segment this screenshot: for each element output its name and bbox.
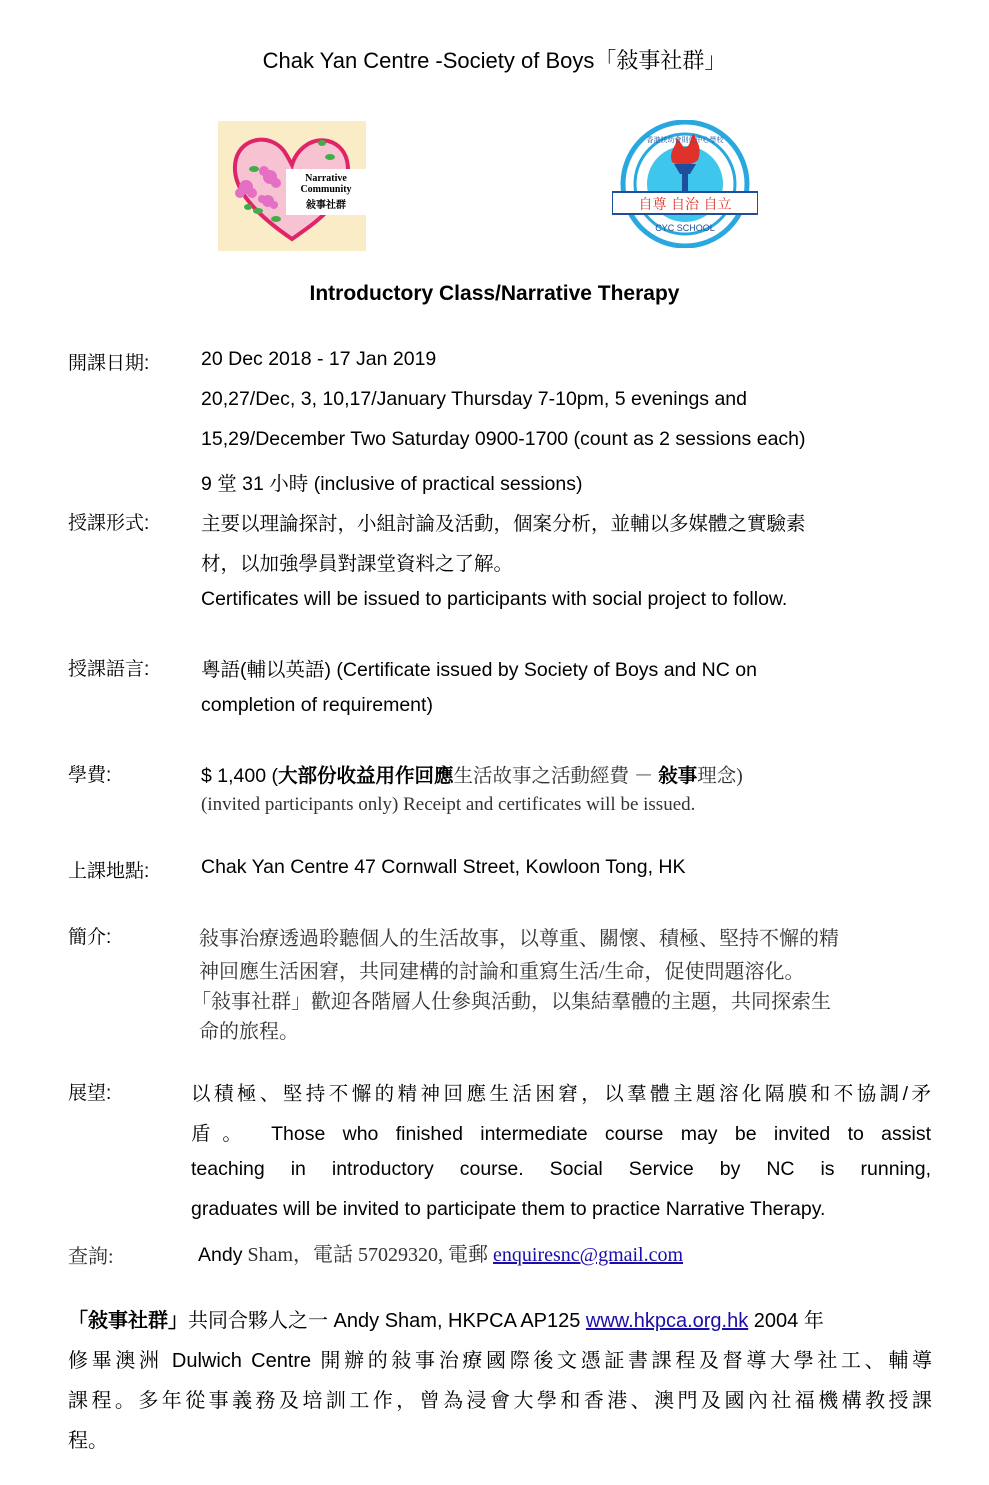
bio-line (68, 1304, 824, 1333)
fee-purpose-end: 理念) (697, 766, 743, 787)
format-line: Certificates will be issued to participants with social project to follow. (201, 588, 788, 610)
intro-line: 命的旅程。 (199, 1021, 299, 1043)
language-line: completion of requirement) (201, 694, 433, 716)
dates-line: 9 堂 31 小時 (inclusive of practical sessions) (201, 473, 583, 495)
venue-label: 上課地點: (68, 861, 150, 882)
heart-logo-icon (218, 121, 366, 251)
bio-line: 課程。多年從事義務及培訓工作，曾為浸會大學和香港、澳門及國內社福機構教授課 (68, 1390, 932, 1412)
outlook-line: 盾。 Those who finished intermediate course may be invited to assist (191, 1123, 931, 1145)
bio-year: 2004 年 (748, 1310, 824, 1332)
fee-label: 學費: (68, 765, 112, 786)
logo-text-community: Community (300, 184, 352, 195)
bio-line: 修畢澳洲 Dulwich Centre 開辦的敍事治療國際後文憑証書課程及督導大學社工、輔導 (68, 1350, 932, 1372)
dates-label: 開課日期: (68, 353, 150, 374)
enquiry-name: Andy (198, 1244, 243, 1266)
fee-line (201, 760, 743, 788)
fee-purpose-bold2: 敍事 (658, 766, 698, 787)
outlook-line: teaching in introductory course. Social Service by NC is running, (191, 1158, 931, 1180)
enquiry-label: 查詢: (68, 1246, 114, 1268)
bio-group-name: 「敍事社群」 (68, 1310, 188, 1332)
fee-purpose: 生活故事之活動經費 － (453, 766, 659, 787)
intro-line: 敍事治療透過聆聽個人的生活故事，以尊重、關懷、積極、堅持不懈的精 (199, 928, 839, 950)
venue-text: Chak Yan Centre 47 Cornwall Street, Kowloon Tong, HK (201, 856, 686, 878)
email-link[interactable]: enquiresnc@gmail.com (493, 1244, 684, 1266)
dates-line: 20,27/Dec, 3, 10,17/January Thursday 7-10pm, 5 evenings and (201, 388, 747, 410)
document-title: Chak Yan Centre -Society of Boys「敍事社群」 (262, 48, 727, 73)
logo-text-chinese: 敍事社群 (306, 200, 346, 211)
language-label: 授課語言: (68, 659, 150, 680)
school-name-text: CYC SCHOOL (655, 223, 715, 233)
cyc-school-logo (612, 120, 758, 248)
intro-label: 簡介: (68, 927, 112, 948)
intro-line: 「敍事社群」歡迎各階層人仕參與活動，以集結羣體的主題，共同探索生 (191, 991, 831, 1013)
dates-line: 20 Dec 2018 - 17 Jan 2019 (201, 348, 437, 370)
outlook-line: graduates will be invited to participate them to practice Narrative Therapy. (191, 1198, 826, 1220)
fee-purpose-bold: 大部份收益用作回應 (277, 765, 454, 787)
school-crest-icon (612, 120, 758, 248)
fee-note: (invited participants only) Receipt and certificates will be issued. (201, 794, 696, 815)
fee-amount: $ 1,400 ( (201, 765, 278, 787)
outlook-label: 展望: (68, 1083, 112, 1104)
language-line: 粵語(輔以英語) (Certificate issued by Society of Boys and NC on (201, 659, 757, 681)
intro-line: 神回應生活困窘，共同建構的討論和重寫生活/生命，促使問題溶化。 (199, 961, 805, 983)
dates-line: 15,29/December Two Saturday 0900-1700 (count as 2 sessions each) (201, 428, 806, 450)
bio-text: 共同合夥人之一 Andy Sham, HKPCA AP125 (188, 1310, 586, 1332)
format-line: 材，以加強學員對課堂資料之了解。 (201, 553, 514, 575)
narrative-community-logo (218, 121, 366, 251)
hkpca-link[interactable]: www.hkpca.org.hk (585, 1310, 749, 1332)
format-line: 主要以理論探討，小組討論及活動，個案分析，並輔以多媒體之實驗素 (201, 513, 806, 535)
motto-text: 自尊 自治 自立 (638, 197, 732, 213)
format-label: 授課形式: (68, 513, 150, 534)
document-subtitle: Introductory Class/Narrative Therapy (309, 282, 680, 305)
enquiry-line (198, 1238, 683, 1267)
bio-line: 程。 (68, 1430, 108, 1452)
outlook-line: 以積極、堅持不懈的精神回應生活困窘，以羣體主題溶化隔膜和不協調/矛 (191, 1083, 931, 1105)
ring-text: 香港扶幼會則仁中心學校 (646, 136, 724, 144)
logo-text-narrative: Narrative (305, 173, 347, 184)
enquiry-phone: Sham，電話 57029320, 電郵 (242, 1244, 494, 1266)
